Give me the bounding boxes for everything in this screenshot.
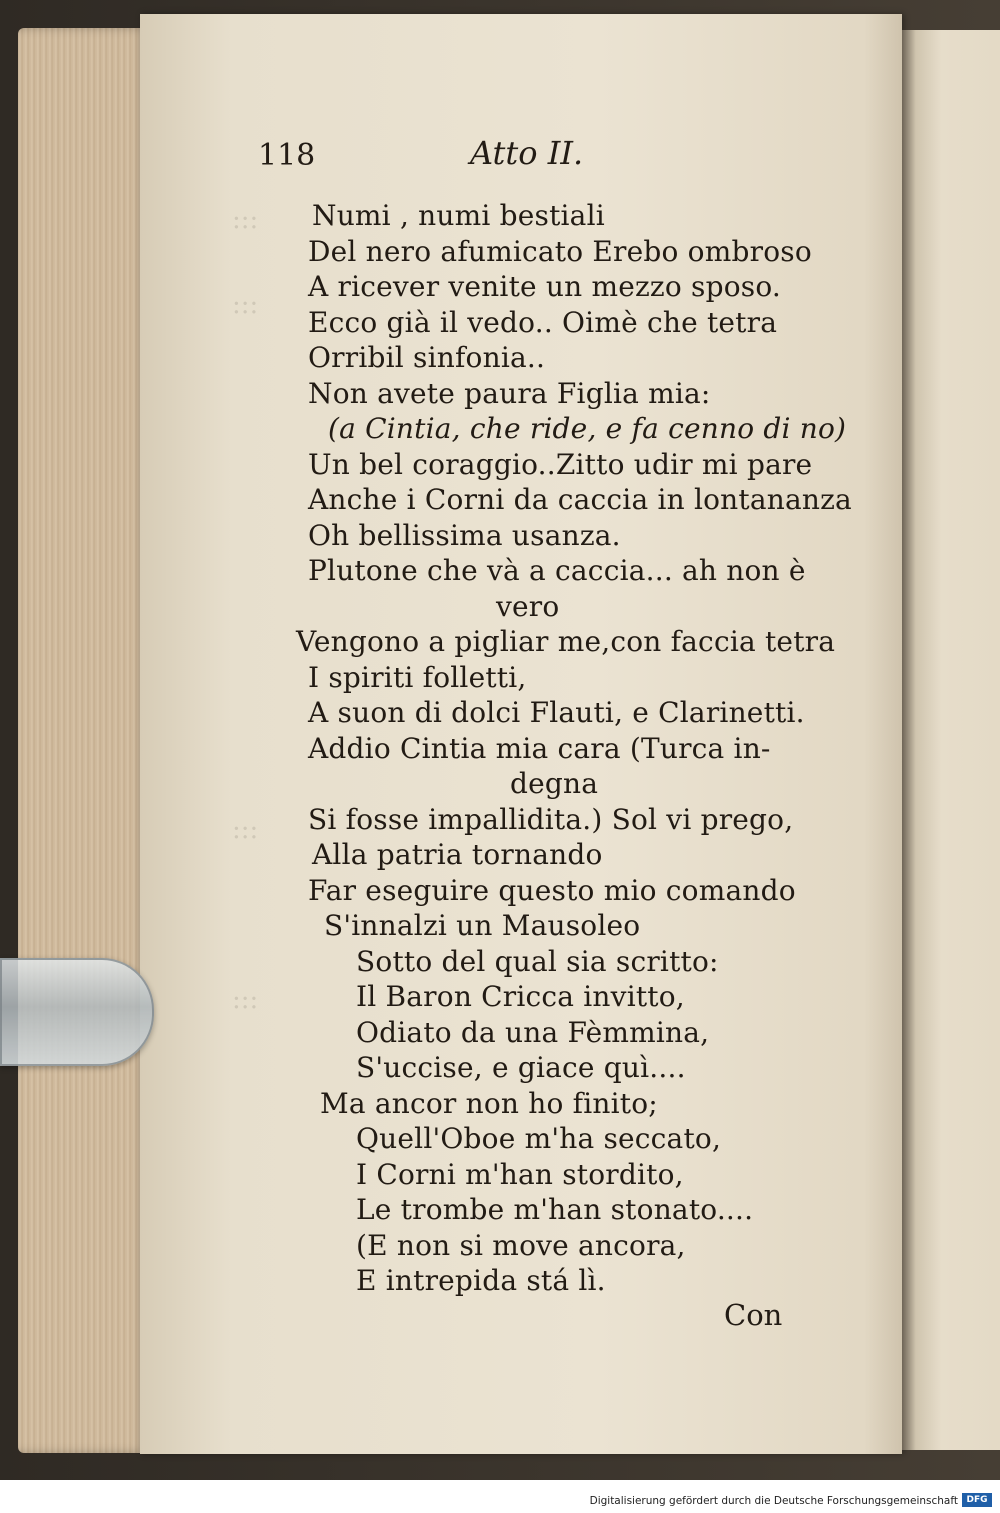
- verse-line: Un bel coraggio..Zitto udir mi pare: [308, 447, 813, 481]
- verse-line: Orribil sinfonia..: [308, 341, 546, 374]
- facing-page-edge: [902, 30, 1000, 1450]
- glass-page-holder: [0, 958, 154, 1066]
- book-page-edges: [18, 28, 148, 1453]
- dfg-logo: DFG: [962, 1493, 992, 1507]
- verse-line: (E non si move ancora,: [356, 1228, 686, 1262]
- verse-line: Si fosse impallidita.) Sol vi prego,: [308, 802, 794, 836]
- verse-line: vero: [496, 589, 560, 623]
- footer-credit: Digitalisierung gefördert durch die Deutsche Forschungsgemeinschaft: [589, 1495, 958, 1507]
- verse-line: Alla patria tornando: [312, 838, 603, 871]
- verse-line: S'innalzi un Mausoleo: [324, 909, 641, 942]
- running-head: Atto II.: [470, 134, 584, 172]
- verse-line: Anche i Corni da caccia in lontananza: [308, 483, 852, 516]
- verse-text: [296, 198, 852, 1299]
- verse-line: Non avete paura Figlia mia:: [308, 376, 711, 410]
- verse-line: Ma ancor non ho finito;: [320, 1086, 658, 1120]
- verse-line: Quell'Oboe m'ha seccato,: [356, 1122, 722, 1155]
- verse-line: Del nero afumicato Erebo ombroso: [308, 234, 812, 268]
- verse-line: Far eseguire questo mio comando: [308, 873, 796, 907]
- verse-line: Vengono a pigliar me,con faccia tetra: [296, 625, 836, 658]
- digitization-footer: [0, 1480, 1000, 1513]
- verse-line: I spiriti folletti,: [308, 660, 527, 694]
- verse-line: Addio Cintia mia cara (Turca in-: [308, 731, 771, 765]
- page-header: [258, 134, 618, 180]
- verse-line: Numi , numi bestiali: [312, 199, 605, 232]
- verse-line: I Corni m'han stordito,: [356, 1157, 684, 1191]
- verse-line: Oh bellissima usanza.: [308, 518, 621, 552]
- verse-line: A ricever venite un mezzo sposo.: [308, 270, 782, 303]
- verse-line: Ecco già il vedo.. Oimè che tetra: [308, 305, 778, 339]
- page-number: 118: [258, 138, 316, 173]
- verse-line: A suon di dolci Flauti, e Clarinetti.: [308, 696, 805, 729]
- verse-line: Le trombe m'han stonato....: [356, 1193, 754, 1226]
- verse-line: S'uccise, e giace quì....: [356, 1051, 686, 1084]
- verse-line: Odiato da una Fèmmina,: [356, 1015, 710, 1049]
- verse-line: Il Baron Cricca invitto,: [356, 980, 685, 1013]
- verse-line: (a Cintia, che ride, e fa cenno di no): [328, 412, 847, 445]
- catchword: Con: [724, 1298, 783, 1332]
- verse-line: degna: [510, 767, 599, 800]
- verse-line: Sotto del qual sia scritto:: [356, 944, 719, 978]
- verse-line: Plutone che và a caccia... ah non è: [308, 554, 806, 587]
- verse-line: E intrepida stá lì.: [356, 1264, 606, 1297]
